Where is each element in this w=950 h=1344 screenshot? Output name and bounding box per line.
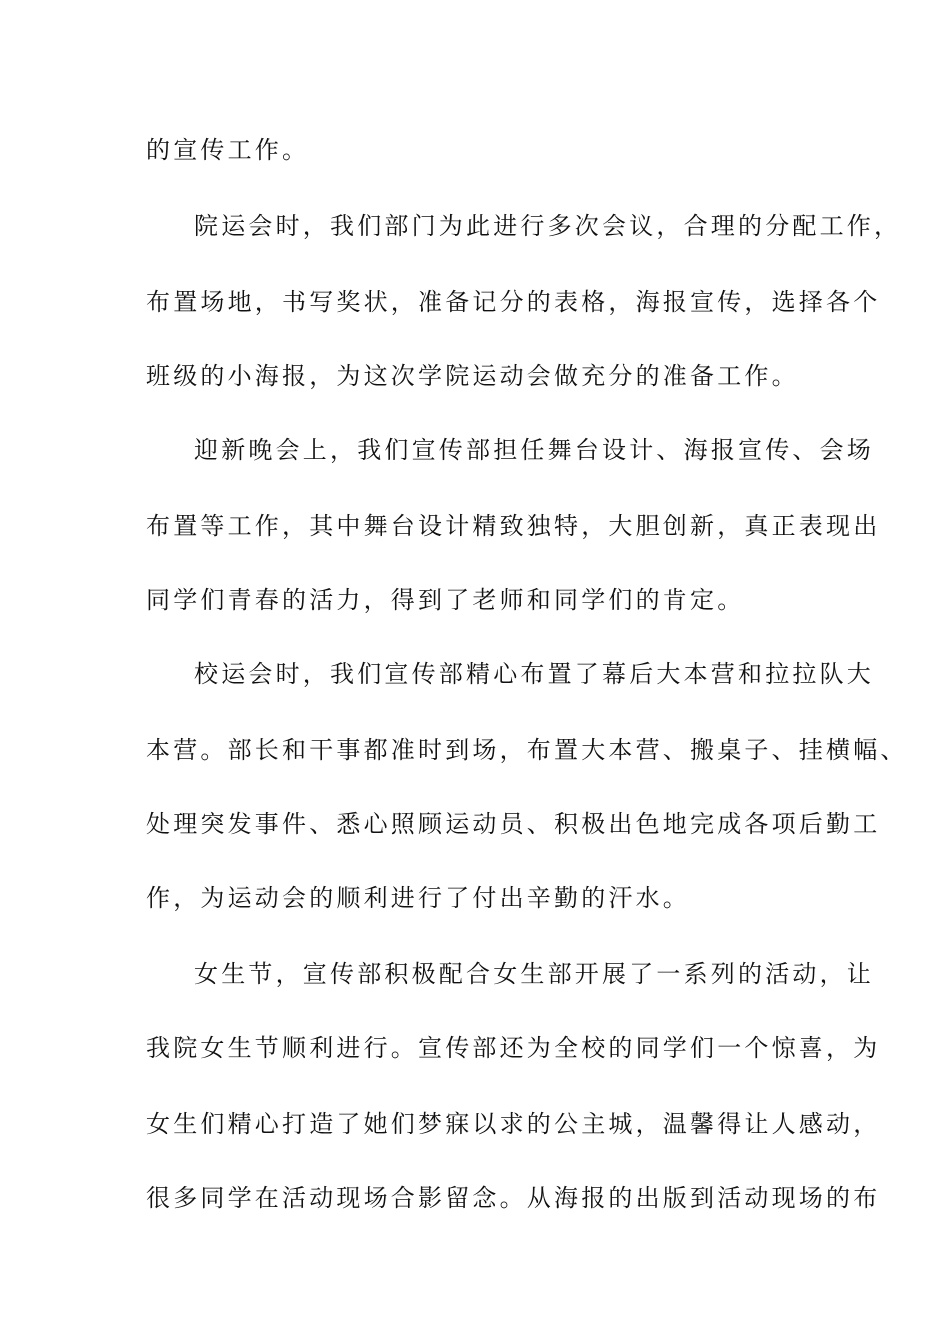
text-line: 很多同学在活动现场合影留念。从海报的出版到活动现场的布 [146, 1184, 881, 1212]
text-line: 同学们青春的活力，得到了老师和同学们的肯定。 [146, 586, 745, 614]
paragraph-first-line: 迎新晚会上，我们宣传部担任舞台设计、海报宣传、会场 [194, 436, 874, 464]
paragraph-first-line: 院运会时，我们部门为此进行多次会议，合理的分配工作， [194, 212, 902, 240]
text-line: 的宣传工作。 [146, 136, 310, 164]
text-line: 班级的小海报，为这次学院运动会做充分的准备工作。 [146, 362, 799, 390]
text-line: 作，为运动会的顺利进行了付出辛勤的汗水。 [146, 884, 690, 912]
text-line: 布置等工作，其中舞台设计精致独特，大胆创新，真正表现出 [146, 512, 881, 540]
paragraph-first-line: 校运会时，我们宣传部精心布置了幕后大本营和拉拉队大 [194, 660, 874, 688]
text-line: 女生们精心打造了她们梦寐以求的公主城，温馨得让人感动， [146, 1110, 881, 1138]
text-line: 处理突发事件、悉心照顾运动员、积极出色地完成各项后勤工 [146, 810, 881, 838]
text-line: 我院女生节顺利进行。宣传部还为全校的同学们一个惊喜，为 [146, 1034, 881, 1062]
paragraph-first-line: 女生节，宣传部积极配合女生部开展了一系列的活动，让 [194, 960, 874, 988]
text-line: 本营。部长和干事都准时到场，布置大本营、搬桌子、挂横幅、 [146, 736, 908, 764]
text-line: 布置场地，书写奖状，准备记分的表格，海报宣传，选择各个 [146, 288, 881, 316]
